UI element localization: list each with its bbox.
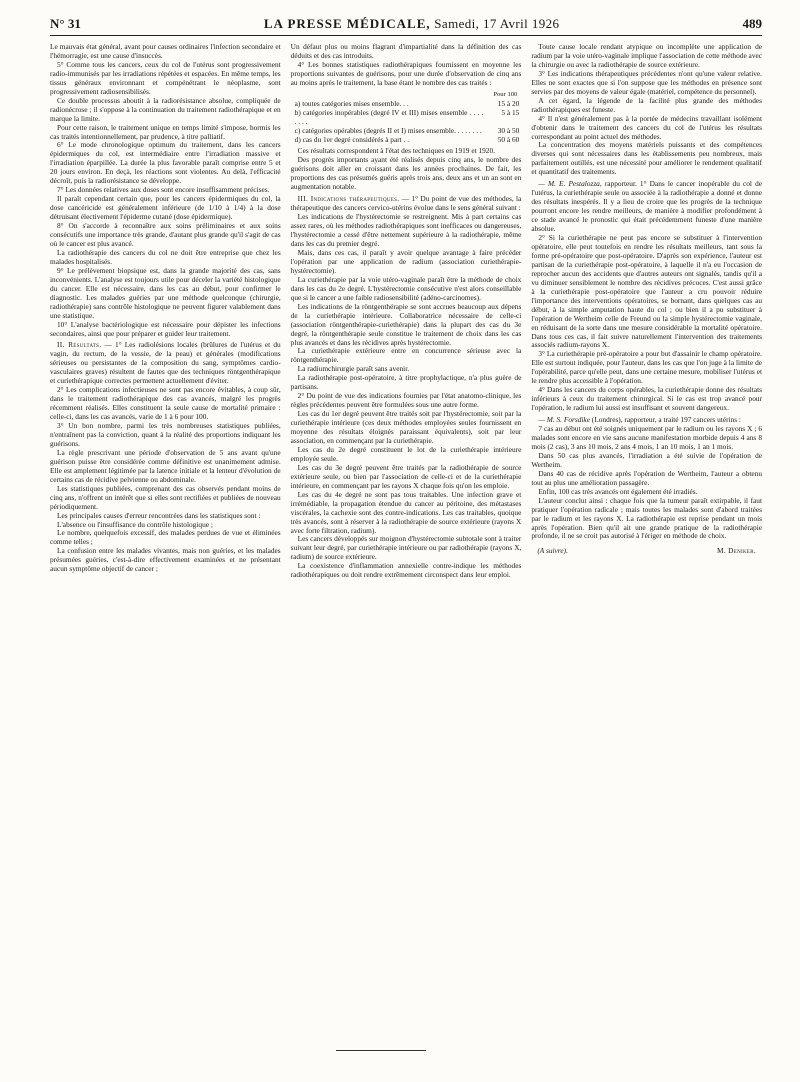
paragraph: Un défaut plus ou moins flagrant d'impartialité dans la définition des cas déduits et des cas introduits. — [290, 42, 522, 60]
paragraph: La coexistence d'inflammation annexielle contre-indique les méthodes radiothérapiques ou doit rendre extrêmement circonspect dans leur emploi. — [290, 561, 522, 580]
to-be-continued: (A suivre). — [537, 546, 568, 556]
issue-date: Samedi, 17 Avril 1926 — [434, 16, 560, 31]
paragraph: La règle prescrivant une période d'observation de 5 ans avant qu'une guérison puisse être considérée comme définitive est unanimement admise. Elle est amplement légitimée par la latence initiale et la lenteur d'évolution de certains cas de récidive pelvienne ou abdominale. — [50, 447, 281, 484]
paragraph: 2° Les complications infectieuses ne sont pas encore évitables, à coup sûr, dans le traitement radiothérapique des cas avancés, malgré les progrès récemment réalisés. Elles constituent la seule cause de mortalité primaire : celle-ci, dans les cas avancés, varie de 1 à 6 pour 100. — [50, 385, 281, 422]
paragraph: Le nombre, quelquefois excessif, des malades perdues de vue et éliminées comme telles ; — [50, 528, 281, 547]
stats-row: c) catégories opérables (degrés II et I) mises ensemble. . . . . . . . 30 à 50 — [294, 125, 520, 135]
paragraph: Enfin, 100 cas très avancés ont également été irradiés. — [538, 486, 698, 496]
report-paragraph: — M. E. Pestalozza, rapporteur. 1° Dans le cancer inopérable du col de l'utérus, la curiethérapie seule ou associée à la radiothérapie a donné et donne des résultats inespérés. Il y a lieu de croire que les progrès de la technique pourront encore les rendre meilleurs, de manière à modifier profondément à ce stade avancé le pronostic qui était précédemment funeste d'une manière absolue. — [531, 179, 763, 234]
paragraph: Le mauvais état général, avant pour causes ordinaires l'infection secondaire et l'hémorragie, est une cause d'insuccès. — [50, 42, 281, 60]
stats-header: Pour 100 — [493, 90, 518, 98]
paragraph: Il paraît cependant certain que, pour les cancers épidermiques du col, la dose cancéricide est généralement inférieure (de 1/10 à 1/4) à la dose détruisant électivement l'épiderme cutané (dose épidermique). — [50, 194, 281, 222]
journal-name: LA PRESSE MÉDICALE, — [263, 16, 431, 31]
paragraph: 7° Les données relatives aux doses sont encore insuffisamment précises. — [57, 185, 270, 195]
paragraph: L'auteur conclut ainsi : chaque fois que la tumeur paraît extirpable, il faut pratiquer l'opération radicale ; mais toutes les malades sont d'abord traitées par le radium et les rayons X. La radiothérapie est reprise pendant un mois après l'opération. Bien qu'il ait une grande pratique de la radiothérapie profonde, il ne se croit pas autorisé à l'ériger en méthode de choix. — [531, 495, 763, 541]
paragraph: La curiethérapie par la voie utéro-vaginale paraît être la méthode de choix dans les cas du 2e degré. L'hystérectomie consécutive n'est alors conseillable que si le cancer a une faible radiosensibilité (adéno-carcinomes). — [290, 274, 522, 302]
paragraph: 3° La curiethérapie pré-opératoire a pour but d'assainir le champ opératoire. Elle est surtout indiquée, pour l'auteur, dans les cas que l'on juge à la limite de l'opérabilité, parce qu'elle peut, dans une certaine mesure, mobiliser l'utérus et le rendre plus accessible à l'opération. — [531, 349, 763, 386]
paragraph: Ces résultats correspondent à l'état des techniques en 1919 et 1920. — [297, 146, 495, 156]
issue-number: N° 31 — [50, 16, 81, 31]
paragraph: Les cas du 2e degré constituent le lot de la curiethérapie intérieure employée seule. — [290, 444, 522, 463]
report-paragraph: — M. S. Forsdike (Londres), rapporteur, a traité 197 cancers utérins : — [538, 415, 741, 425]
stats-row: d) cas du 1er degré considérés à part . . 50 à 60 — [294, 134, 520, 144]
paragraph: Les indications de l'hystérectomie se restreignent. Mis à part certains cas assez rares, où les méthodes radiothérapiques sont inefficaces ou dangereuses, l'hystérectomie a cessé d'être nettement supérieure à la radiothérapie, même dans les cas du premier degré. — [290, 212, 522, 249]
column-2 — [291, 43, 522, 580]
paragraph: 2° Si la curiethérapie ne peut pas encore se substituer à l'intervention opératoire, elle peut toutefois en rendre les résultats meilleurs, tant sous la forme pré-opératoire que post-opératoire. D'après son expérience, l'auteur est partisan de la curiethérapie post-opératoire, à laquelle il n'a eu l'occasion de reprocher aucun des accidents que d'autres auteurs ont signalés, tandis qu'il a vu diminuer sensiblement le nombre des récidives précoces. C'est aussi grâce à la curiethérapie post-opératoire que l'auteur a cru pouvoir réduire l'importance des interventions opératoires, se bornant, dans quelques cas au début, à la simple amputation haute du col ; ou bien il a pu substituer à l'opération de Wertheim celle de Freund ou la simple hystérectomie vaginale, en réduisant de la sorte dans une mesure considérable la mortalité opératoire. Dans tous ces cas, il fait suivre naturellement l'intervention des traitements associés radium-rayons X. — [531, 233, 763, 350]
paragraph: Des progrès importants ayant été réalisés depuis cinq ans, le nombre des guérisons doit aller en croissant dans les années prochaines. De fait, les proportions des cas présumés guéris après trois ans, deux ans et un an sont en augmentation notable. — [290, 155, 522, 192]
paragraph: Les cas du 4e degré ne sont pas tous traitables. Une infection grave et irrémédiable, la propagation étendue du cancer au péritoine, des métastases viscérales, la cachexie sont des contre-indications. Les cas traitables, quoique très avancés, sont à réserver à la radiothérapie de source extérieure (rayons X avec forte filtration, radium). — [290, 489, 522, 535]
section-heading: II. Résultats. — [57, 340, 102, 350]
paragraph: Mais, dans ces cas, il paraît y avoir quelque avantage à faire précéder l'opération par une application de radium (association curiethérapie-hystérectomie). — [290, 247, 522, 275]
author-signature: M. Deniker. — [717, 546, 757, 556]
paragraph: 2° Du point de vue des indications fournies par l'état anatomo-clinique, les règles précédentes peuvent être formulées sous une autre forme. — [290, 391, 522, 410]
journal-masthead — [264, 16, 560, 32]
paragraph: La curiethérapie extérieure entre en concurrence sérieuse avec la röntgenthérapie. — [290, 346, 522, 365]
signature-line — [531, 547, 762, 556]
paragraph: Les indications de la röntgenthérapie se sont accrues beaucoup aux dépens de la curiethérapie intérieure. Collaboratrice nécessaire de celle-ci (association röntgenthérapie-curiethérapie) dans la plupart des cas du 3e degré, la röntgenthérapie seule constitue le traitement de choix dans les cas plus avancés et dans les récidives après hystérectomie. — [290, 301, 522, 347]
column-3 — [531, 43, 762, 580]
section-paragraph: III. Indications thérapeutiques. — 1° Du point de vue des méthodes, la thérapeutique des cancers cervico-utérins évolue dans le sens général suivant : — [290, 194, 522, 213]
paragraph: 4° Dans les cancers du corps opérables, la curiethérapie donne des résultats inférieurs à ceux du traitement chirurgical. Si le cas est trop avancé pour l'opération, le radium lui aussi est insuffisant et souvent dangereux. — [531, 385, 763, 413]
column-1 — [50, 43, 281, 580]
paragraph: 10° L'analyse bactériologique est nécessaire pour dépister les infections secondaires, ainsi que pour préparer et guider leur traitement. — [50, 319, 281, 338]
paragraph: Dans 40 cas de récidive après l'opération de Wertheim, l'auteur a obtenu tout au plus une amélioration passagère. — [531, 468, 763, 487]
paragraph: A cet égard, la légende de la facilité plus grande des méthodes radiothérapiques est funeste. — [531, 95, 763, 114]
stats-row: b) catégories inopérables (degré IV et III) mises ensemble . . . . . . . . 5 à 15 — [294, 107, 520, 126]
section-paragraph: II. Résultats. — 1° Les radiolésions locales (brûlures de l'utérus et du vagin, du rectum, de la vessie, de la peau) et générales (modifications sérieuses ou persistantes de la composition du sang, symptômes cardio-vasculaires graves) résultent de fautes que des techniques röntgenthérapique et curiethérapique correctes permettent actuellement d'éviter. — [50, 340, 281, 386]
paragraph: Les cas du 3e degré peuvent être traités par la radiothérapie de source extérieure seule, ou bien par l'association de celle-ci et de la curiethérapie intérieure, en commençant par les rayons X chaque fois qu'on les emploie. — [290, 462, 522, 490]
paragraph: 6° Le mode chronologique optimum du traitement, dans les cancers épidermiques du col, est intermédiaire entre l'irradiation massive et l'irradiation éparpillée. La durée la plus favorable paraît comprise entre 5 et 20 jours environ. En deçà, les réactions sont violentes. Au delà, l'efficacité décroît, puis la radiorésistance se développe. — [50, 140, 281, 186]
rapporteur-name: — M. S. Forsdike — [538, 415, 590, 425]
paragraph: Ce double processus aboutit à la radiorésistance absolue, compliquée de radionécrose ; il s'oppose à la continuation du traitement radiothérapique et en marque la limite. — [50, 95, 281, 123]
footer-rule — [336, 1050, 426, 1051]
section-heading: III. Indications thérapeutiques. — [297, 194, 400, 204]
paragraph: La confusion entre les malades vivantes, mais non guéries, et les malades présumées guéries, c'est-à-dire effectivement examinées et ne présentant aucun symptôme objectif de cancer ; — [50, 546, 281, 574]
paragraph: Dans 50 cas plus avancés, l'irradiation a été suivie de l'opération de Wertheim. — [531, 450, 763, 469]
paragraph: 7 cas au début ont été soignés uniquement par le radium ou les rayons X ; 6 malades sont encore en vie sans aucune manifestation morbide depuis 4 ans 8 mois (2 cas), 3 ans 10 mois, 2 ans 4 mois, 1 an 10 mois, 1 an 1 mois. — [531, 424, 763, 451]
paragraph: Les cancers développés sur moignon d'hystérectomie subtotale sont à traiter suivant leur degré, par curiethérapie intérieure ou par radiothérapie (rayons X, radium) de source extérieure. — [290, 534, 522, 562]
paragraph: Toute cause locale rendant atypique ou incomplète une application de radium par la voie utéro-vaginale implique l'association de cette méthode avec la chirurgie ou avec la radiothérapie de source extérieure. — [531, 42, 763, 69]
paragraph: Les cas du 1er degré peuvent être traités soit par l'hystérectomie, soit par la curiethérapie intérieure (ces deux méthodes employées seules fournissent en moyenne des résultats éloignés paraissant équivalents), soit par leur association, en commençant par la curiethérapie. — [290, 409, 522, 445]
paragraph: 3° Un bon nombre, parmi les très nombreuses statistiques publiées, n'entraînent pas la conviction, quant à la réalité des proportions indiquant les guérisons. — [50, 421, 281, 448]
paragraph: Les principales causes d'erreur rencontrées dans les statistiques sont : — [57, 510, 261, 520]
cure-statistics-table — [291, 91, 522, 145]
paragraph: 3° Les indications thérapeutiques précédentes n'ont qu'une valeur relative. Elles ne sont exactes que si l'on suppose que les méthodes en présence sont servies par des moyens de valeur égale (matériel, compétence du personnel). — [531, 68, 763, 96]
paragraph: La concentration des moyens matériels puissants et des compétences diverses qui sont nécessaires dans les établissements peu nombreux, mais parfaitement outillés, est une nécessité pour améliorer le rendement qualitatif et quantitatif des traitements. — [531, 140, 763, 177]
paragraph: 5° Comme tous les cancers, ceux du col de l'utérus sont progressivement radio-immunisés par les irradiations répétées et espacées. En même temps, les tissus généraux environnant et compénétrant le néoplasme, sont progressivement radiosensibilisés. — [50, 59, 281, 96]
paragraph: 9° Le prélèvement biopsique est, dans la grande majorité des cas, sans inconvénients. L'analyse est toujours utile pour déceler la variété histologique du cancer. Elle est nécessaire, dans les cas au début, pour confirmer le diagnostic. Les malades guéries par une méthode quelconque (chirurgie, radiothérapie) sans contrôle histologique ne peuvent figurer valablement dans une statistique. — [50, 265, 281, 320]
paragraph: Pour cette raison, le traitement unique en temps limité s'impose, hormis les cas traités intentionnellement, par prudence, à titre palliatif. — [50, 122, 281, 141]
paragraph: 8° On s'accorde à reconnaître aux soins préliminaires et aux soins consécutifs une importance très grande, d'autant plus grande qu'il s'agit de cas où le cancer est plus avancé. — [50, 221, 281, 248]
paragraph: 4° Il n'est généralement pas à la portée de médecins travaillant isolément d'obtenir dans le traitement des cancers du col de l'utérus les résultats correspondant au point actuel des méthodes. — [531, 113, 763, 141]
paragraph: L'absence ou l'insuffisance du contrôle histologique ; — [57, 519, 213, 529]
paragraph: Les statistiques publiées, comprenant des cas observés pendant moins de cinq ans, n'offrent un intérêt que si elles sont rectifiées et publiées de nouveau périodiquement. — [50, 483, 281, 511]
page-number: 489 — [742, 16, 762, 31]
paragraph: La radiothérapie des cancers du col ne doit être entreprise que chez les malades hospitalisés. — [50, 247, 281, 266]
stats-row: a) toutes catégories mises ensemble. . . 15 à 20 — [294, 98, 520, 108]
paragraph: 4° Les bonnes statistiques radiothérapiques fournissent en moyenne les proportions suivantes de guérisons, pour une durée d'observation de cinq ans au moins après le traitement, la base étant le nombre des cas traités : — [290, 59, 522, 87]
paragraph: La radiothérapie post-opératoire, à titre prophylactique, n'a plus guère de partisans. — [290, 373, 522, 392]
paragraph: La radiumchirurgie paraît sans avenir. — [297, 364, 410, 374]
running-header — [50, 16, 762, 36]
article-columns — [50, 43, 762, 580]
rapporteur-name: — M. E. Pestalozza, — [538, 179, 602, 189]
